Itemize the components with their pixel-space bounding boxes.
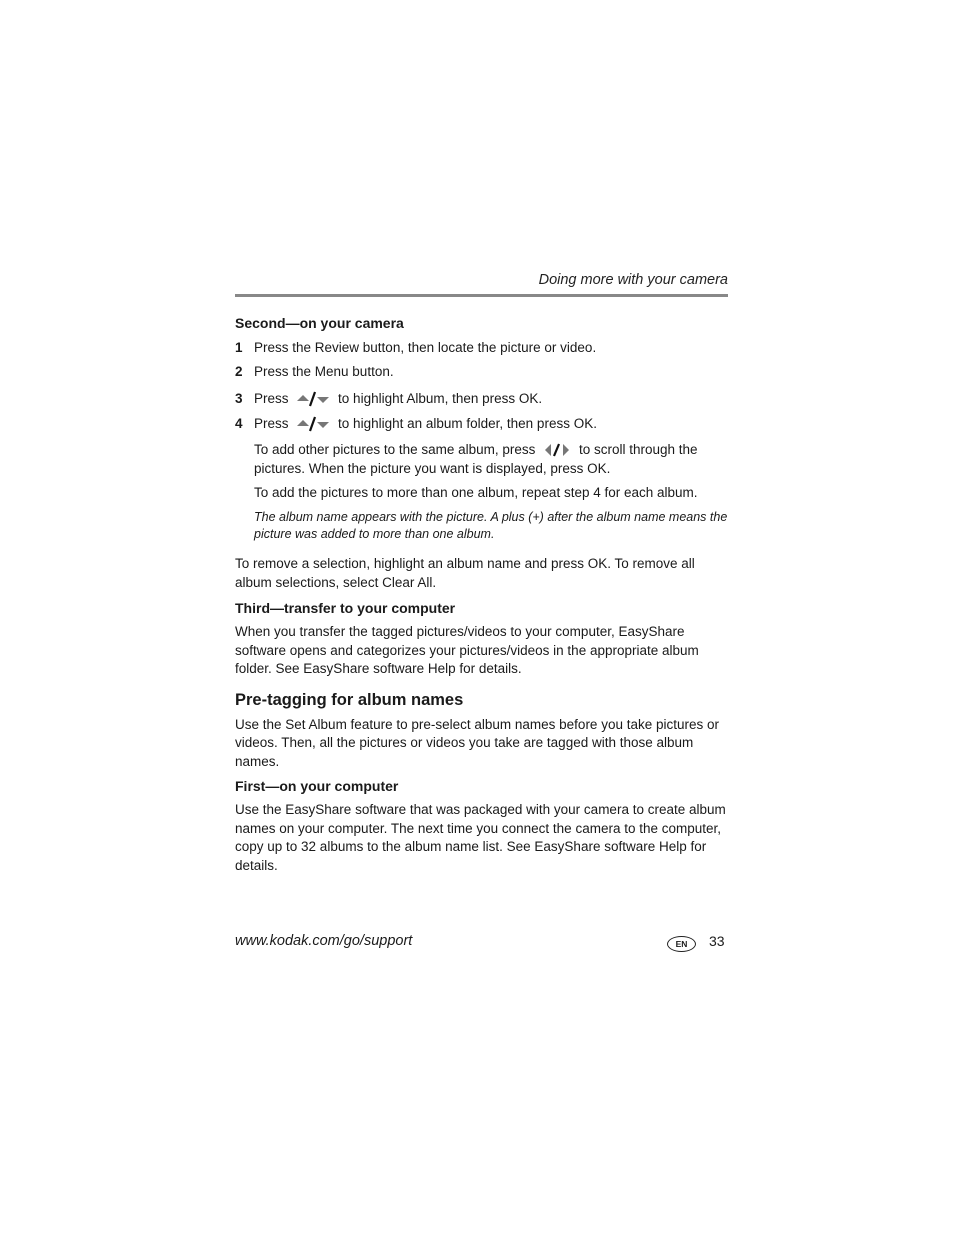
scroll-text-after: to scroll through the pictures. When the picture you want is displayed, press OK. — [254, 442, 698, 476]
first-body: Use the EasyShare software that was packaged with your camera to create album names on your computer. The next time you connect the camera to the computer, copy up to 32 albums to the album name list. See EasyShare software Help for details. — [235, 802, 726, 873]
third-heading: Third—transfer to your computer — [235, 600, 456, 616]
left-right-arrow-icon — [543, 442, 571, 458]
step-number: 1 — [235, 340, 243, 355]
album-note: The album name appears with the picture. A plus (+) after the album name means the picture was added to more than one album. — [254, 509, 728, 541]
step-1 — [235, 339, 728, 358]
page-content — [235, 270, 728, 875]
step-text: to highlight an album folder, then press OK. — [338, 415, 597, 431]
step-number: 3 — [235, 391, 243, 406]
support-url: www.kodak.com/go/support — [235, 933, 413, 949]
repeat-paragraph: To add the pictures to more than one album, repeat step 4 for each album. — [254, 485, 698, 500]
step-number: 4 — [235, 415, 243, 431]
third-body: When you transfer the tagged pictures/videos to your computer, EasyShare software opens and categorizes your pictures/videos in the appropriate album folder. See EasyShare software Help for details. — [235, 624, 699, 676]
step-press: Press — [254, 415, 289, 431]
pretag-heading: Pre-tagging for album names — [235, 690, 464, 709]
language-badge: EN — [667, 936, 696, 952]
step-2 — [235, 363, 728, 382]
first-heading: First—on your computer — [235, 778, 399, 794]
scroll-paragraph — [235, 441, 728, 478]
step-text: Press the Review button, then locate the picture or video. — [254, 340, 597, 355]
up-down-arrow-icon — [296, 390, 330, 408]
up-down-arrow-icon — [296, 415, 330, 433]
step-text: to highlight Album, then press OK. — [338, 391, 543, 406]
step-press: Press — [254, 391, 289, 406]
header-rule — [235, 294, 728, 297]
running-header: Doing more with your camera — [538, 272, 728, 288]
step-4 — [235, 415, 728, 434]
pretag-body: Use the Set Album feature to pre-select album names before you take pictures or videos. Then, all the pictures or videos you take are tagged with those album names. — [235, 716, 720, 769]
scroll-text-before: To add other pictures to the same album, press — [254, 442, 536, 457]
page-number: 33 — [709, 933, 725, 949]
step-number: 2 — [235, 363, 243, 379]
step-text: Press the Menu button. — [254, 363, 394, 379]
second-heading: Second—on your camera — [235, 315, 404, 331]
step-3 — [235, 390, 728, 409]
remove-paragraph: To remove a selection, highlight an album name and press OK. To remove all album selections, select Clear All. — [235, 556, 695, 590]
page-footer — [235, 931, 725, 955]
